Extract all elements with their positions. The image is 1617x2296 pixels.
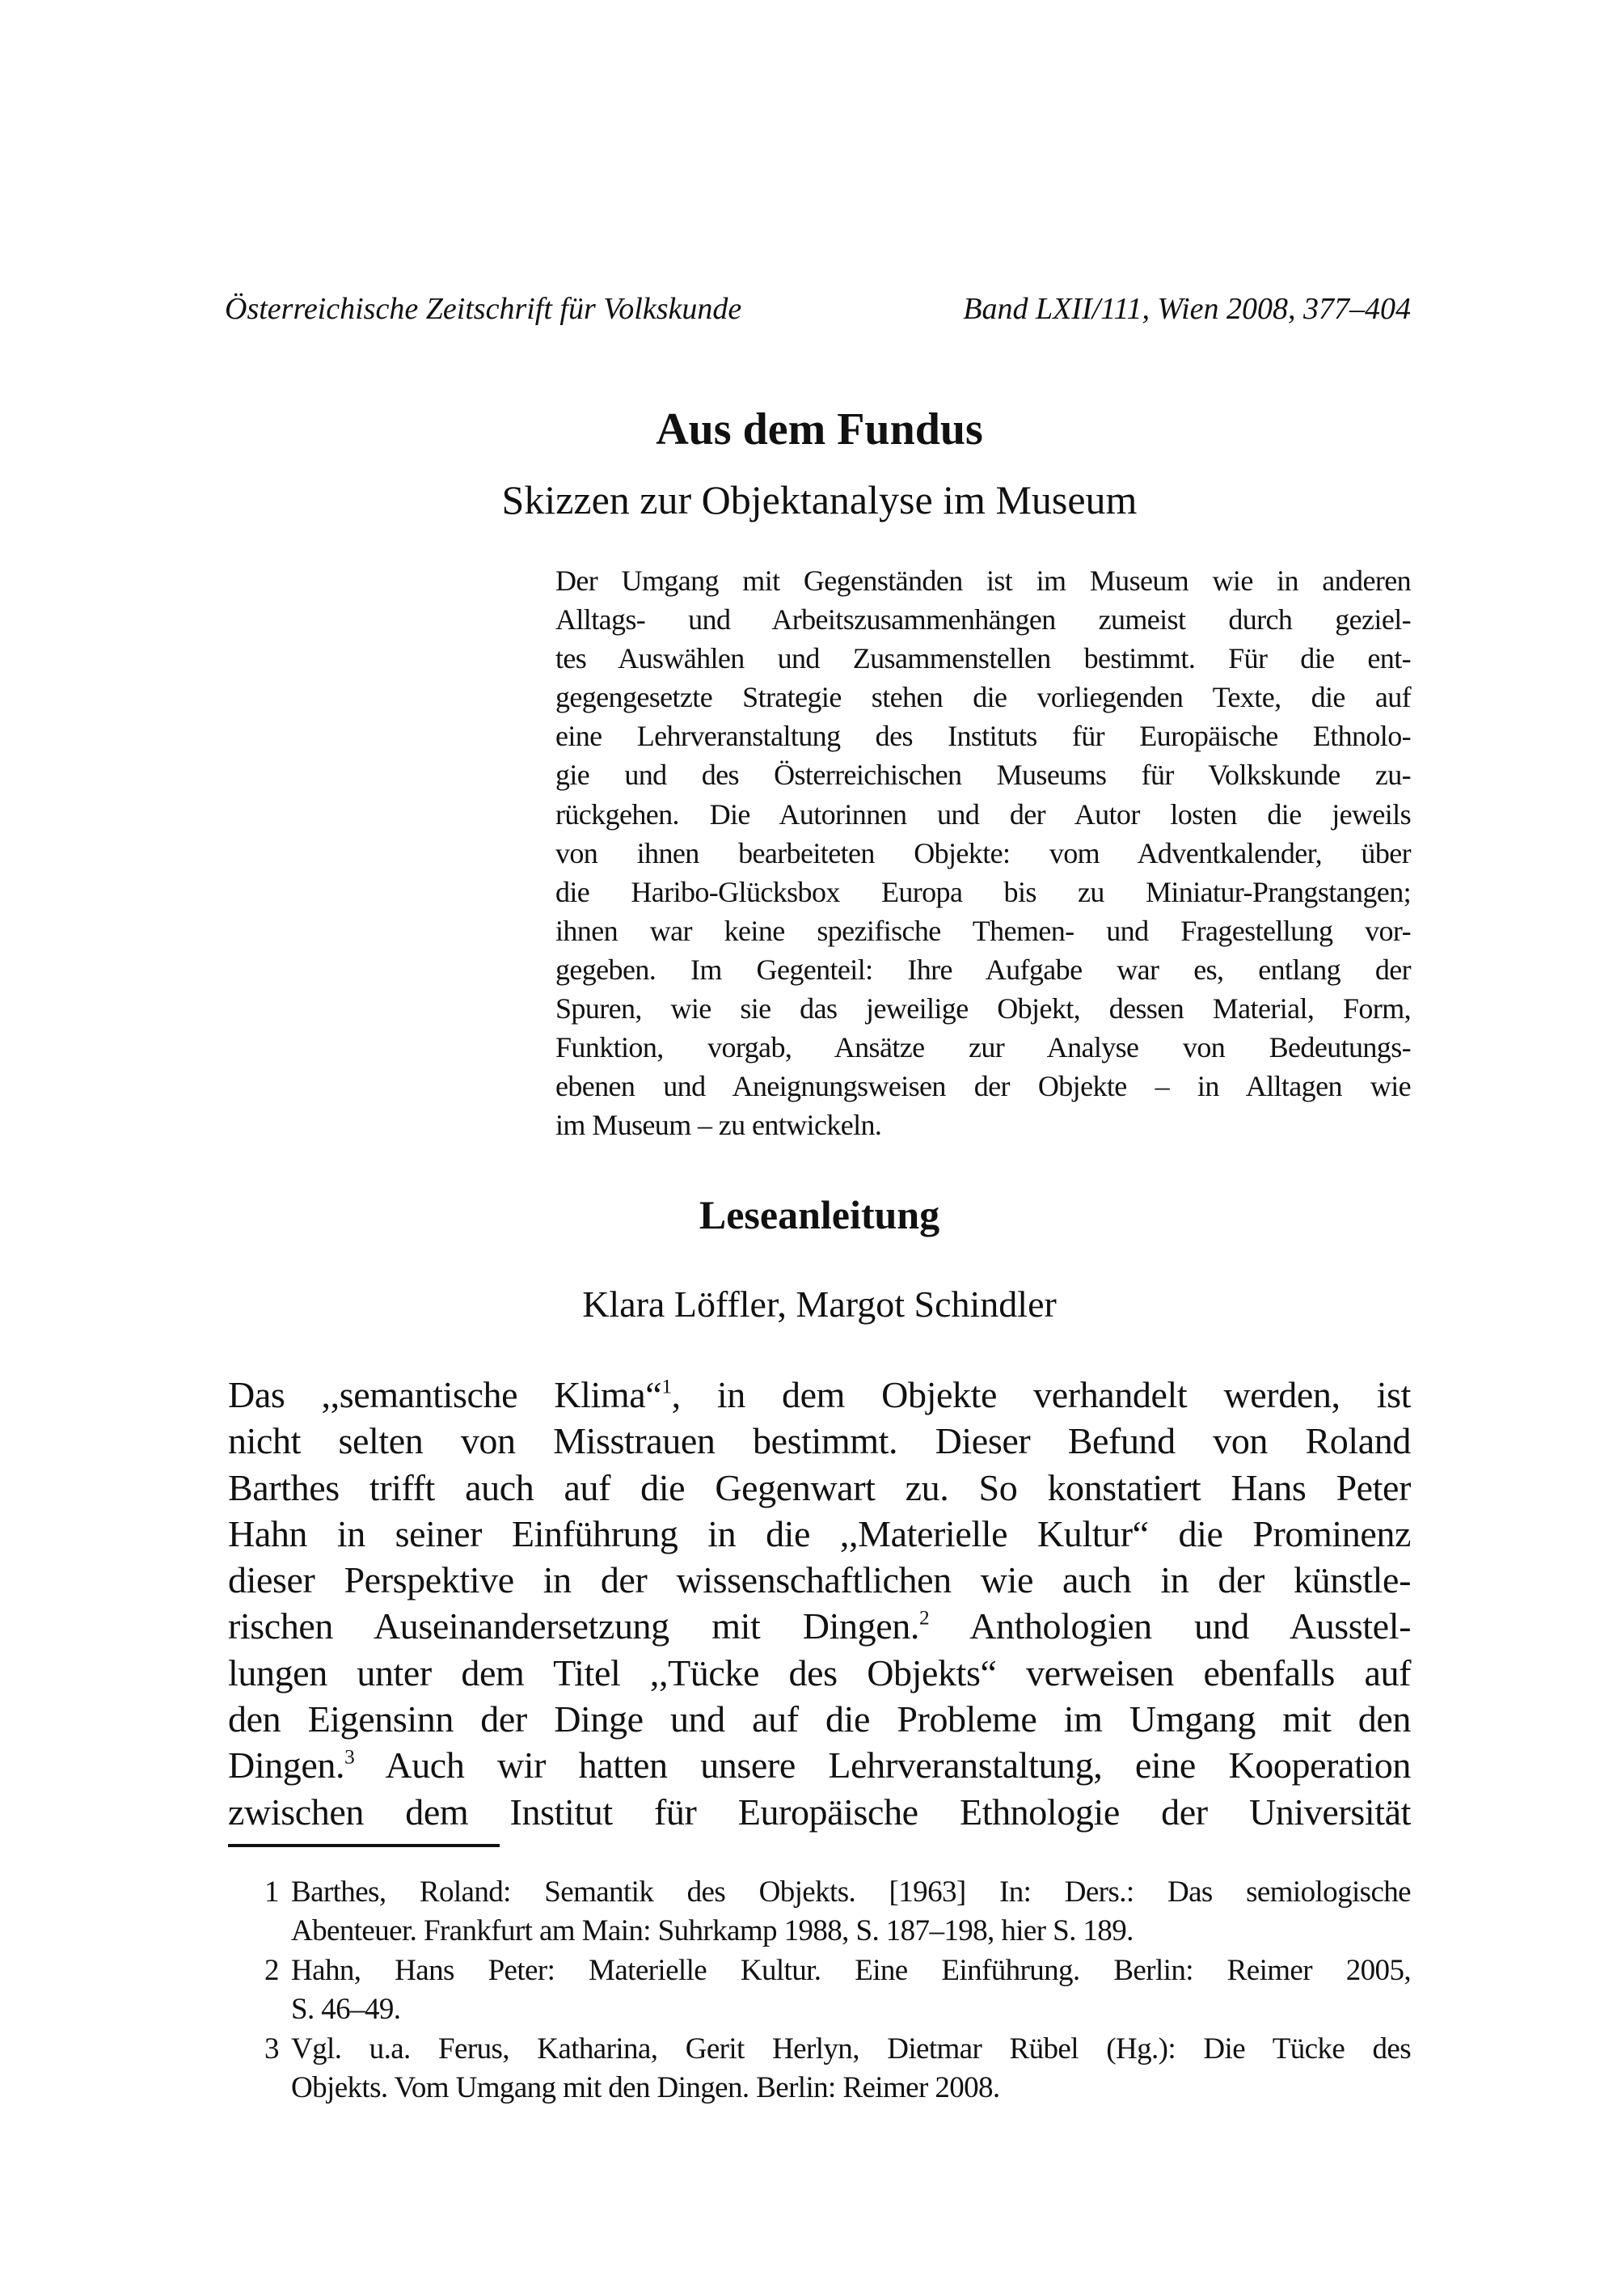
abstract — [555, 561, 1411, 1144]
footnote-text: Hahn, Hans Peter: Materielle Kultur. Eine Einführung. Berlin: Reimer 2005, — [291, 1953, 1411, 1987]
authors: Klara Löffler, Margot Schindler — [582, 1283, 1057, 1325]
footnote-2-cont: S. 46–49. — [291, 1993, 401, 2027]
abstract-line: Alltags- und Arbeitszusammenhängen zumeist durch geziel- — [555, 603, 1411, 636]
abstract-line: gie und des Österreichischen Museums für Volkskunde zu- — [555, 759, 1411, 792]
abstract-line: Der Umgang mit Gegenständen ist im Museum wie in anderen — [555, 564, 1411, 597]
footnote-3-cont: Objekts. Vom Umgang mit den Dingen. Berlin: Reimer 2008. — [291, 2071, 1000, 2105]
footnotes — [264, 1873, 1411, 2108]
text: rischen Auseinandersetzung mit Dingen. — [228, 1605, 919, 1647]
abstract-line: eine Lehrveranstaltung des Instituts für Europäische Ethnolo- — [555, 720, 1411, 753]
footnote-ref[interactable]: 2 — [918, 1606, 930, 1630]
footnote-number: 2 — [264, 1953, 279, 1987]
footnote-1 — [264, 1873, 1411, 1912]
abstract-line: gegengesetzte Strategie stehen die vorliegenden Texte, die auf — [555, 681, 1411, 714]
body-line — [228, 1603, 1411, 1649]
footnote-number: 3 — [264, 2032, 279, 2066]
abstract-line: Spuren, wie sie das jeweilige Objekt, dessen Material, Form, — [555, 992, 1411, 1025]
footnote-ref[interactable]: 3 — [344, 1745, 355, 1769]
body-line: Barthes trifft auch auf die Gegenwart zu. So konstatiert Hans Peter — [228, 1466, 1411, 1508]
footnote-text: Vgl. u.a. Ferus, Katharina, Gerit Herlyn, Dietmar Rübel (Hg.): Die Tücke des — [291, 2032, 1411, 2066]
body-line: den Eigensinn der Dinge und auf die Probleme im Umgang mit den — [228, 1698, 1411, 1740]
text: , in dem Objekte verhandelt werden, ist — [671, 1374, 1411, 1415]
body-line: dieser Perspektive in der wissenschaftlichen wie auch in der künstle- — [228, 1559, 1411, 1601]
abstract-line: im Museum – zu entwickeln. — [555, 1109, 882, 1142]
footnote-text: Barthes, Roland: Semantik des Objekts. [1963] In: Ders.: Das semiologische — [291, 1875, 1411, 1909]
text: Das ,,semantische Klima“ — [228, 1374, 662, 1415]
footnote-ref[interactable]: 1 — [661, 1375, 672, 1398]
footnote-1-cont: Abenteuer. Frankfurt am Main: Suhrkamp 1988, S. 187–198, hier S. 189. — [291, 1914, 1134, 1948]
abstract-line: tes Auswählen und Zusammenstellen bestimmt. Für die ent- — [555, 642, 1411, 675]
body-line: nicht selten von Misstrauen bestimmt. Dieser Befund von Roland — [228, 1420, 1411, 1462]
abstract-line: von ihnen bearbeiteten Objekte: vom Adventkalender, über — [555, 836, 1411, 869]
abstract-line: ebenen und Aneignungsweisen der Objekte – in Alltagen wie — [555, 1070, 1411, 1103]
abstract-line: gegeben. Im Gegenteil: Ihre Aufgabe war es, entlang der — [555, 953, 1411, 986]
footnote-divider — [228, 1844, 500, 1847]
footnote-2 — [264, 1951, 1411, 1990]
body-line: Hahn in seiner Einführung in die ,,Materielle Kultur“ die Prominenz — [228, 1512, 1411, 1554]
body-line — [228, 1372, 1411, 1418]
text: Dingen. — [228, 1744, 345, 1786]
footnote-3 — [264, 2030, 1411, 2069]
running-header-journal: Österreichische Zeitschrift für Volkskunde — [225, 292, 742, 326]
section-title: Leseanleitung — [699, 1192, 940, 1237]
text: Auch wir hatten unsere Lehrveranstaltung, eine Kooperation — [354, 1744, 1411, 1786]
abstract-line: ihnen war keine spezifische Themen- und Fragestellung vor- — [555, 914, 1411, 947]
body-line: lungen unter dem Titel ,,Tücke des Objekts“ verweisen ebenfalls auf — [228, 1651, 1411, 1693]
article-subtitle: Skizzen zur Objektanalyse im Museum — [501, 477, 1138, 522]
text: Anthologien und Ausstel- — [929, 1605, 1411, 1647]
body-line — [228, 1742, 1411, 1788]
footnote-number: 1 — [264, 1875, 279, 1909]
running-header-volume: Band LXII/111, Wien 2008, 377–404 — [963, 292, 1411, 326]
abstract-line: die Haribo-Glücksbox Europa bis zu Miniatur-Prangstangen; — [555, 875, 1411, 908]
body-line: zwischen dem Institut für Europäische Ethnologie der Universität — [228, 1791, 1411, 1833]
article-title: Aus dem Fundus — [656, 404, 983, 455]
body-text — [228, 1372, 1411, 1835]
abstract-line: rückgehen. Die Autorinnen und der Autor losten die jeweils — [555, 797, 1411, 831]
abstract-line: Funktion, vorgab, Ansätze zur Analyse von Bedeutungs- — [555, 1031, 1411, 1064]
